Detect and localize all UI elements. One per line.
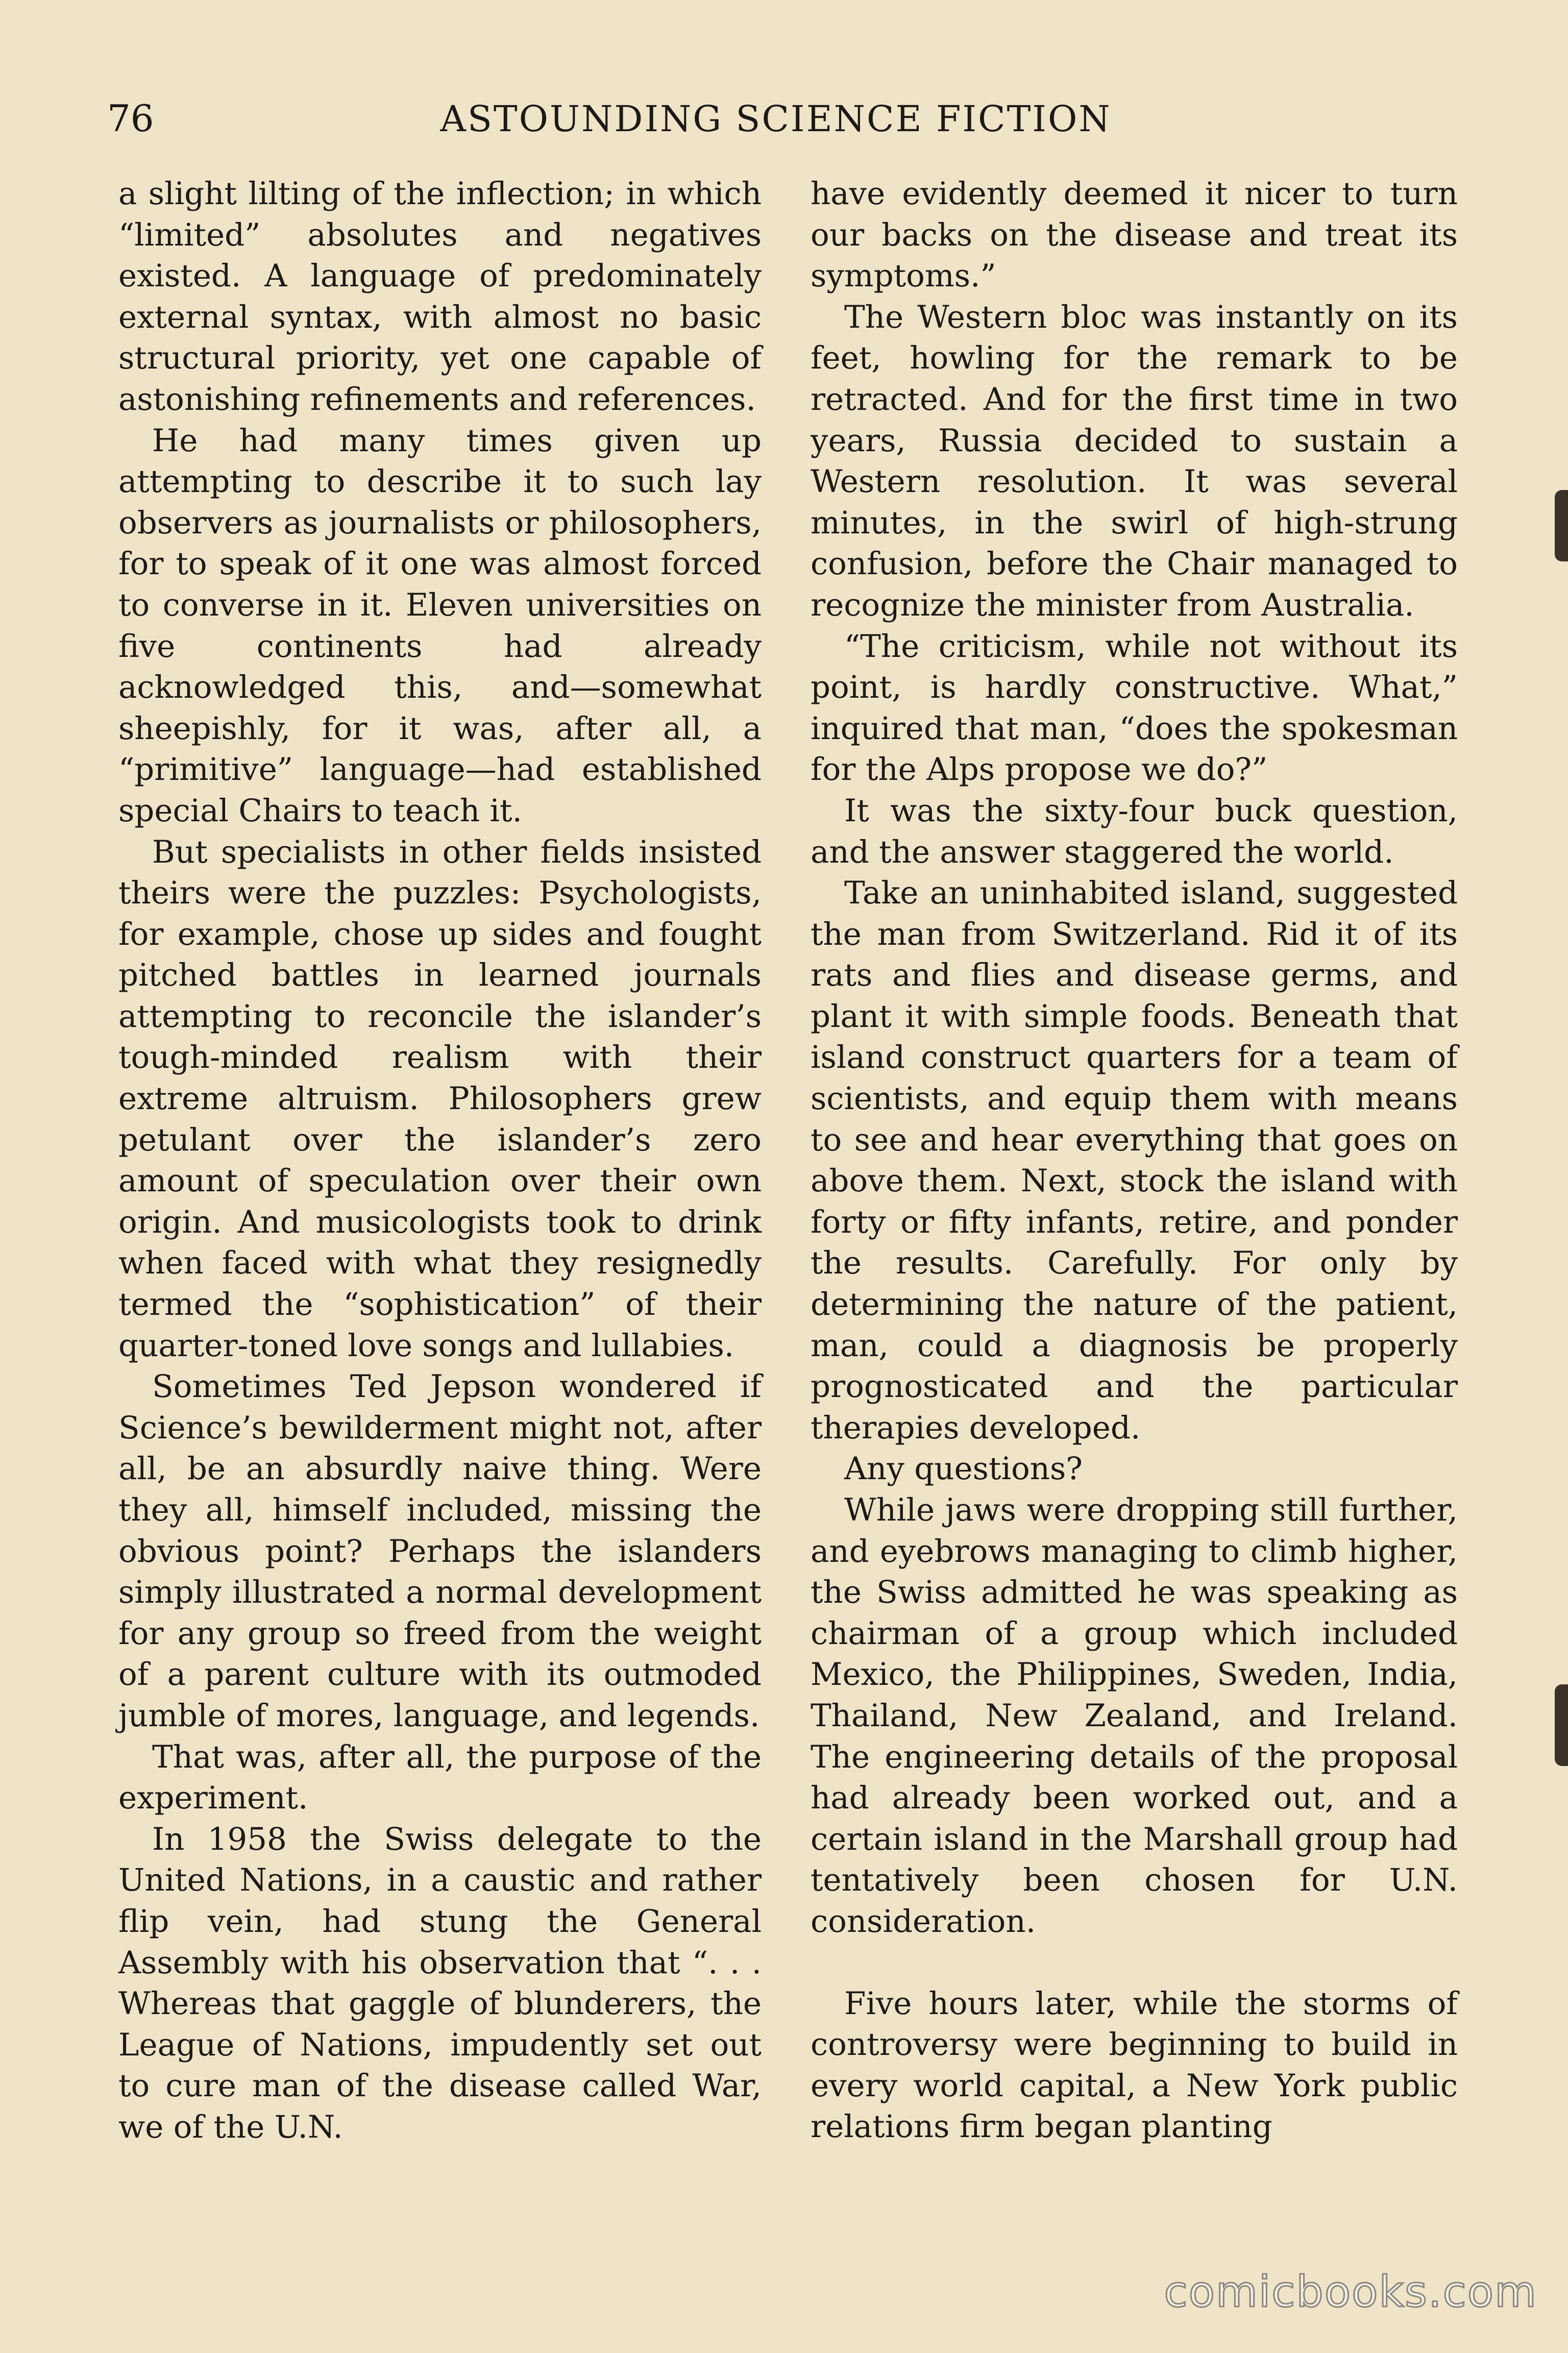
paragraph: While jaws were dropping still further, and eyebrows managing to climb higher, the Swiss admitted he was speaking as chairman of a group which included Mexico, the Philippines, Sweden, India, Thailand, New Zealand, and Ireland. The engineering details of the proposal had already been worked out, and a certain island in the Marshall group had tentatively been chosen for U.N. consideration. <box>811 1492 1458 1940</box>
paragraph: “The criticism, while not without its point, is hardly constructive. What,” inquired that man, “does the spokesman for the Alps propose we do?” <box>811 628 1458 788</box>
paragraph: a slight lilting of the inflection; in which “limited” absolutes and negatives existed. A language of predominately external syntax, with almost no basic structural priority, yet one capable of astonishing refinements and references. <box>118 176 762 418</box>
paragraph: Five hours later, while the storms of controversy were beginning to build in every world capital, a New York public relations firm began planting <box>811 1985 1458 2145</box>
paragraph: In 1958 the Swiss delegate to the United Nations, in a caustic and rather flip vein, had stung the General Assembly with his observation that “. . . Whereas that gaggle of blunderers, the League of Nations, impudently set out to cure man of the disease called War, we of the U.N. <box>118 1821 762 2145</box>
page-edge-shadow <box>1555 490 1568 561</box>
paragraph: have evidently deemed it nicer to turn our backs on the disease and treat its symptoms.” <box>811 176 1458 295</box>
running-header-title: ASTOUNDING SCIENCE FICTION <box>440 98 1112 140</box>
paragraph: That was, after all, the purpose of the experiment. <box>118 1738 762 1817</box>
page-number: 76 <box>107 97 154 140</box>
text-column-left <box>118 174 762 2148</box>
watermark: comicbooks.com <box>1164 2267 1537 2317</box>
paragraph: But specialists in other fields insisted theirs were the puzzles: Psychologists, for example, chose up sides and fought pitched battles in learned journals attempting to reconcile the islander’s tough-minded realism with their extreme altruism. Philosophers grew petulant over the islander’s zero amount of speculation over their own origin. And musicologists took to drink when faced with what they resignedly termed the “sophistication” of their quarter-toned love songs and lullabies. <box>118 834 762 1364</box>
paragraph: The Western bloc was instantly on its feet, howling for the remark to be retracted. And for the first time in two years, Russia decided to sustain a Western resolution. It was several minutes, in the swirl of high-strung confusion, before the Chair managed to recognize the minister from Australia. <box>811 299 1458 623</box>
paragraph: He had many times given up attempting to describe it to such lay observers as journalists or philosophers, for to speak of it one was almost forced to converse in it. Eleven universities on five continents had already acknowledged this, and—somewhat sheepishly, for it was, after all, a “primitive” language—had established special Chairs to teach it. <box>118 422 762 829</box>
paragraph: Take an uninhabited island, suggested the man from Switzerland. Rid it of its rats and flies and disease germs, and plant it with simple foods. Beneath that island construct quarters for a team of scientists, and equip them with means to see and hear everything that goes on above them. Next, stock the island with forty or fifty infants, retire, and ponder the results. Carefully. For only by determining the nature of the patient, man, could a diagnosis be properly prognosticated and the particular therapies developed. <box>811 875 1458 1446</box>
page-edge-shadow <box>1555 1684 1568 1766</box>
paragraph: It was the sixty-four buck question, and the answer staggered the world. <box>811 792 1458 870</box>
paragraph: Any questions? <box>844 1451 1083 1487</box>
paragraph: Sometimes Ted Jepson wondered if Science’s bewilderment might not, after all, be an absurdly naive thing. Were they all, himself included, missing the obvious point? Perhaps the islanders simply illustrated a normal development for any group so freed from the weight of a parent culture with its outmoded jumble of mores, language, and legends. <box>118 1368 762 1734</box>
text-column-right <box>811 174 1458 2148</box>
